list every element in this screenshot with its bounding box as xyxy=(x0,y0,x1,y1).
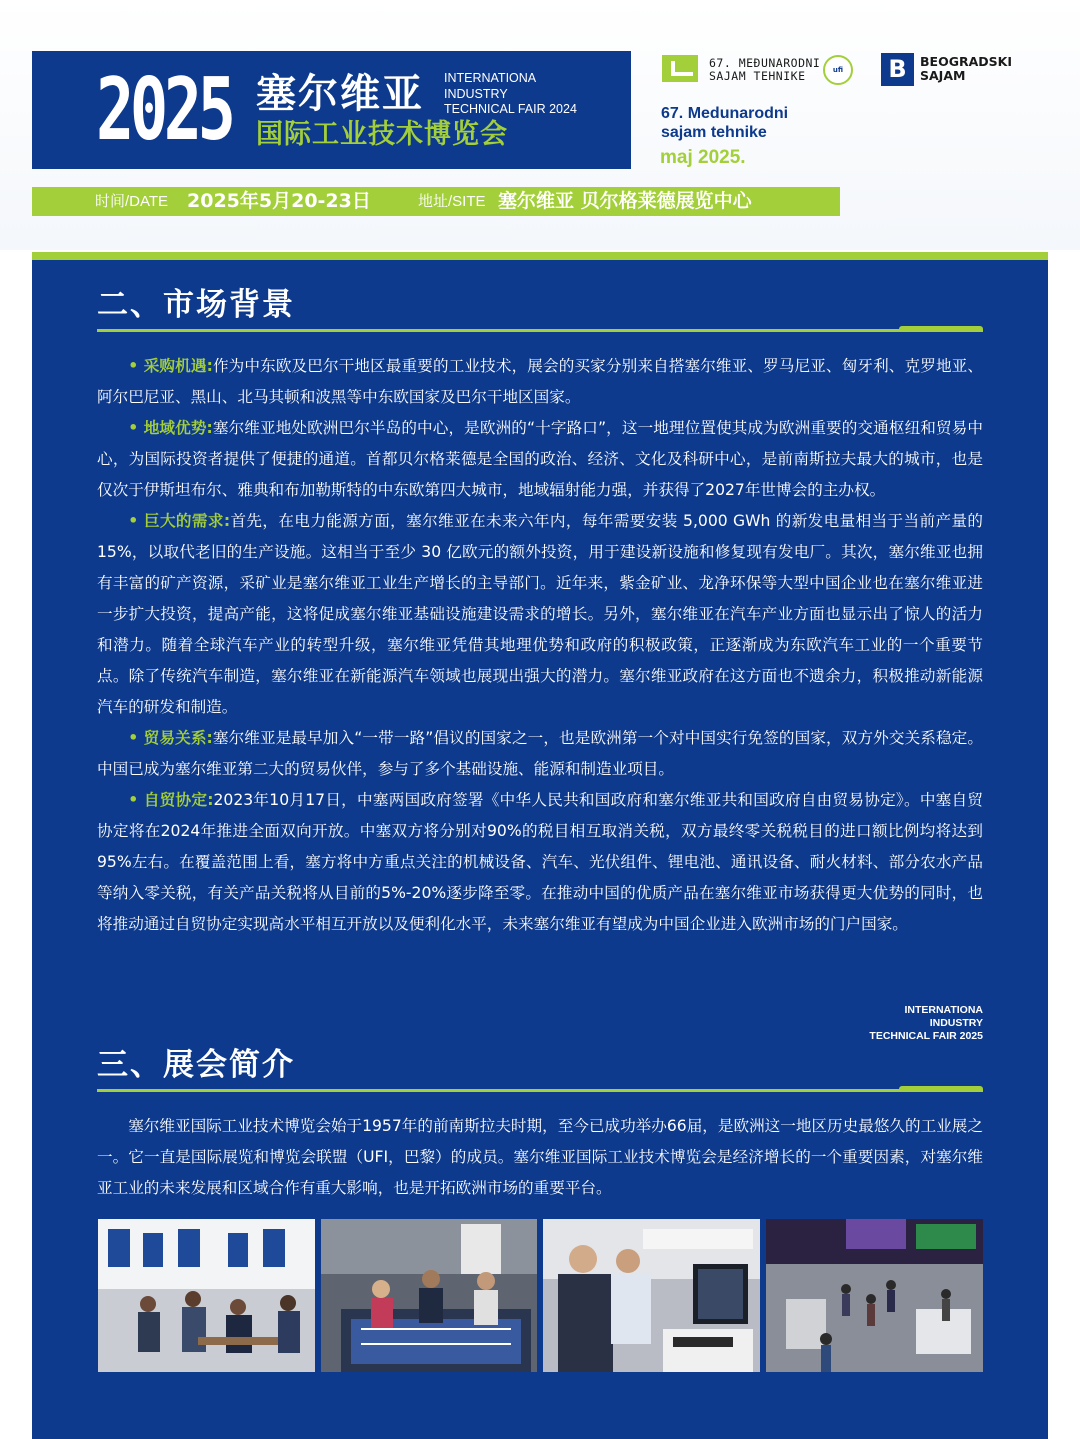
header-cn-subtitle: 国际工业技术博览会 xyxy=(256,119,508,150)
fair-en-line: INTERNATIONA xyxy=(904,1004,983,1016)
market-item-text: 塞尔维亚是最早加入“一带一路”倡议的国家之一，也是欧洲第一个对中国实行免签的国家，双方外交关系稳定。中国已成为塞尔维亚第二大的贸易伙伴，参与了多个基础设施、能源和制造业项目。 xyxy=(97,729,983,778)
side-line: 67. Medunarodni xyxy=(661,105,789,122)
header-cn-title: 塞尔维亚 xyxy=(256,71,424,117)
market-item-keyword: 采购机遇: xyxy=(143,357,213,375)
section-rule xyxy=(97,329,983,332)
header-en-title xyxy=(444,71,577,118)
section-rule xyxy=(97,1089,983,1092)
beogradski-sajam-logo-text xyxy=(920,55,1012,83)
market-item-keyword: 自贸协定: xyxy=(143,791,214,809)
fair-intro-body: 塞尔维亚国际工业技术博览会始于1957年的前南斯拉夫时期，至今已成功举办66届，是欧洲这一地区历史最悠久的工业展之一。它一直是国际展览和博览会联盟（UFI，巴黎）的成员。塞尔维亚国际工业技术博览会是经济增长的一个重要因素，对塞尔维亚工业的未来发展和区域合作有重大影响，也是开拓欧洲市场的重要平台。 xyxy=(97,1117,983,1197)
date-value: 2025年5月20-23日 xyxy=(187,190,371,212)
logo2-line: SAJAM xyxy=(920,68,966,83)
market-item: • 贸易关系:塞尔维亚是最早加入“一带一路”倡议的国家之一，也是欧洲第一个对中国实行免签的国家，双方外交关系稳定。中国已成为塞尔维亚第二大的贸易伙伴，参与了多个基础设施、能源和制造业项目。 xyxy=(97,729,983,778)
market-item: • 地域优势:塞尔维亚地处欧洲巴尔半岛的中心，是欧洲的“十字路口”，这一地理位置使其成为欧洲重要的交通枢纽和贸易中心，为国际投资者提供了便捷的通道。首都贝尔格莱德是全国的政治、经济、文化及科研中心，是前南斯拉夫最大的城市，也是仅次于伊斯坦布尔、雅典和布加勒斯特的中东欧第四大城市，地域辐射能力强，并获得了2027年世博会的主办权。 xyxy=(97,419,983,499)
header-en-line: INTERNATIONA xyxy=(444,71,537,85)
section-title-market: 二、市场背景 xyxy=(97,287,295,323)
panel-top-accent xyxy=(32,252,1048,260)
fair-en-line: INDUSTRY xyxy=(929,1017,983,1029)
sajam-tehnike-logo-icon xyxy=(662,55,698,82)
logo1-line: SAJAM TEHNIKE xyxy=(709,69,806,83)
logo1-line: 67. MEĐUNARODNI xyxy=(709,56,821,70)
sajam-tehnike-logo-text xyxy=(709,57,820,83)
header-side-date: maj 2025. xyxy=(660,147,746,168)
ufi-badge-icon: ufi xyxy=(823,55,853,85)
market-item-text: 作为中东欧及巴尔干地区最重要的工业技术，展会的买家分别来自搭塞尔维亚、罗马尼亚、匈牙利、克罗地亚、阿尔巴尼亚、黑山、北马其顿和波黑等中东欧国家及巴尔干地区国家。 xyxy=(97,357,983,406)
market-item-text: 2023年10月17日，中塞两国政府签署《中华人民共和国政府和塞尔维亚共和国政府自由贸易协定》。中塞自贸协定将在2024年推进全面双向开放。中塞双方将分别对90%的税目相互取消关税，双方最终零关税税目的进口额比例均将达到95%左右。在覆盖范围上看，塞方将中方重点关注的机械设备、汽车、光伏组件、锂电池、通讯设备、耐火材料、部分农水产品等纳入零关税，有关产品关税将从目前的5%-20%逐步降至零。在推动中国的优质产品在塞尔维亚市场获得更大优势的同时，也将推动通过自贸协定实现高水平相互开放以及便利化水平，未来塞尔维亚有望成为中国企业进入欧洲市场的门户国家。 xyxy=(97,791,983,933)
exhibition-photo-hall xyxy=(766,1219,983,1372)
section-title-fair-intro: 三、展会简介 xyxy=(97,1047,295,1083)
fair-en-line: TECHNICAL FAIR 2025 xyxy=(869,1030,983,1042)
exhibition-photo-computer-demo xyxy=(543,1219,760,1372)
header-side-text xyxy=(661,104,788,142)
side-line: sajam tehnike xyxy=(661,124,767,141)
beogradski-sajam-logo-icon: B xyxy=(881,53,914,86)
exhibition-photo-robot-table xyxy=(321,1219,537,1372)
market-item-keyword: 贸易关系: xyxy=(143,729,213,747)
header-en-line: TECHNICAL FAIR 2024 xyxy=(444,102,577,116)
site-value: 塞尔维亚 贝尔格莱德展览中心 xyxy=(498,190,752,212)
header-en-line: INDUSTRY xyxy=(444,86,508,101)
market-item-text: 首先，在电力能源方面，塞尔维亚在未来六年内，每年需要安装 5,000 GWh 的新发电量相当于当前产量的 15%，以取代老旧的生产设施。这相当于至少 30 亿欧元的额外投资，用于建设新设施和修复现有发电厂。其次，塞尔维亚也拥有丰富的矿产资源，采矿业是塞尔维亚工业生产增长的主导部门。近年来，紫金矿业、龙净环保等大型中国企业也在塞尔维亚进一步扩大投资，提高产能，这将促成塞尔维亚基础设施建设需求的增长。另外，塞尔维亚在汽车产业方面也显示出了惊人的活力和潜力。随着全球汽车产业的转型升级，塞尔维亚凭借其地理优势和政府的积极政策，正逐渐成为东欧汽车工业的一个重要节点。除了传统汽车制造，塞尔维亚在新能源汽车领域也展现出强大的潜力。塞尔维亚政府在这方面也不遗余力，积极推动新能源汽车的研发和制造。 xyxy=(97,512,983,716)
market-background-body xyxy=(97,351,983,940)
header-year: 2025 xyxy=(96,60,232,160)
date-site-strip xyxy=(32,187,840,216)
site-label: 地址/SITE xyxy=(418,193,486,210)
logo2-line: BEOGRADSKI xyxy=(920,54,1012,69)
market-item-keyword: 地域优势: xyxy=(143,419,213,437)
market-item: • 巨大的需求:首先，在电力能源方面，塞尔维亚在未来六年内，每年需要安装 5,000 GWh 的新发电量相当于当前产量的 15%，以取代老旧的生产设施。这相当于至少 30 亿欧元的额外投资，用于建设新设施和修复现有发电厂。其次，塞尔维亚也拥有丰富的矿产资源，采矿业是塞尔维亚工业生产增长的主导部门。近年来，紫金矿业、龙净环保等大型中国企业也在塞尔维亚进一步扩大投资，提高产能，这将促成塞尔维亚基础设施建设需求的增长。另外，塞尔维亚在汽车产业方面也显示出了惊人的活力和潜力。随着全球汽车产业的转型升级，塞尔维亚凭借其地理优势和政府的积极政策，正逐渐成为东欧汽车工业的一个重要节点。除了传统汽车制造，塞尔维亚在新能源汽车领域也展现出强大的潜力。塞尔维亚政府在这方面也不遗余力，积极推动新能源汽车的研发和制造。 xyxy=(97,512,983,716)
market-item: • 采购机遇:作为中东欧及巴尔干地区最重要的工业技术，展会的买家分别来自搭塞尔维亚、罗马尼亚、匈牙利、克罗地亚、阿尔巴尼亚、黑山、北马其顿和波黑等中东欧国家及巴尔干地区国家。 xyxy=(97,357,983,406)
date-label: 时间/DATE xyxy=(95,193,169,210)
fair-en-caption xyxy=(783,1004,983,1043)
exhibition-photo-booth xyxy=(98,1219,315,1372)
market-item-text: 塞尔维亚地处欧洲巴尔半岛的中心，是欧洲的“十字路口”，这一地理位置使其成为欧洲重要的交通枢纽和贸易中心，为国际投资者提供了便捷的通道。首都贝尔格莱德是全国的政治、经济、文化及科研中心，是前南斯拉夫最大的城市，也是仅次于伊斯坦布尔、雅典和布加勒斯特的中东欧第四大城市，地域辐射能力强，并获得了2027年世博会的主办权。 xyxy=(97,419,983,499)
market-item: • 自贸协定:2023年10月17日，中塞两国政府签署《中华人民共和国政府和塞尔维亚共和国政府自由贸易协定》。中塞自贸协定将在2024年推进全面双向开放。中塞双方将分别对90%的税目相互取消关税，双方最终零关税税目的进口额比例均将达到95%左右。在覆盖范围上看，塞方将中方重点关注的机械设备、汽车、光伏组件、锂电池、通讯设备、耐火材料、部分农水产品等纳入零关税，有关产品关税将从目前的5%-20%逐步降至零。在推动中国的优质产品在塞尔维亚市场获得更大优势的同时，也将推动通过自贸协定实现高水平相互开放以及便利化水平，未来塞尔维亚有望成为中国企业进入欧洲市场的门户国家。 xyxy=(97,791,983,933)
market-item-keyword: 巨大的需求: xyxy=(143,512,231,530)
